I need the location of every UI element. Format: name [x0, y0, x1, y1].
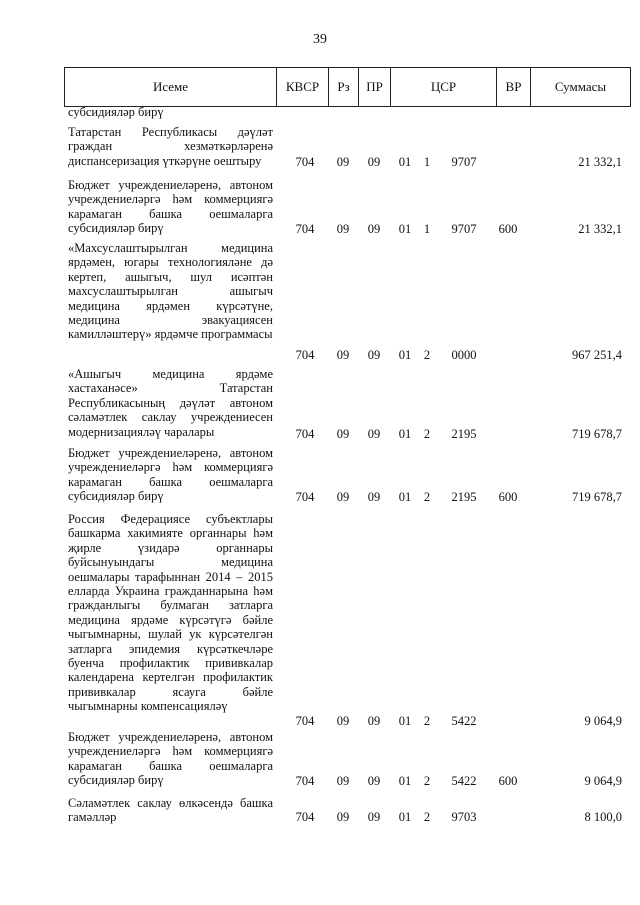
row-pr: 09: [367, 490, 381, 504]
row-csr-program: 01: [398, 714, 412, 728]
row-kvsr: 704: [295, 427, 315, 441]
row-pr: 09: [367, 810, 381, 824]
row-csr-code: 2195: [451, 490, 477, 504]
row-rz: 09: [336, 222, 350, 236]
row-csr-program: 01: [398, 810, 412, 824]
row-rz: 09: [336, 155, 350, 169]
row-csr-subprogram: 2: [423, 490, 431, 504]
row-csr-code: 9707: [451, 222, 477, 236]
row-csr-subprogram: 2: [423, 810, 431, 824]
row-kvsr: 704: [295, 490, 315, 504]
row-csr-program: 01: [398, 427, 412, 441]
row-csr-code: 9703: [451, 810, 477, 824]
row-sum: 21 332,1: [578, 155, 622, 169]
row-sum: 967 251,4: [572, 348, 622, 362]
row-vr: 600: [498, 222, 518, 236]
row-sum: 21 332,1: [578, 222, 622, 236]
row-kvsr: 704: [295, 222, 315, 236]
row-kvsr: 704: [295, 774, 315, 788]
row-csr-subprogram: 2: [423, 774, 431, 788]
row-csr-program: 01: [398, 774, 412, 788]
row-name: Россия Федерациясе субъектлары башкарма хакимияте органнары һәм җирле үзидарә органнары буйсынуындагы медицина оешмалары тарафыннан 2014 – 2015 елларда Украина гражданнарына һәм гражданлыгы булмаган затларга медицина ярдәме күрсәтүгә бәйле чыгымнарны, шулай ук күрсәтелгән затларга эпидемия күрсәткечләре буенча профилактик прививкалар календарена кертелгән профилактик прививкалар ясауга бәйле чыгымнарны компенсацияләү: [68, 512, 273, 714]
row-pr: 09: [367, 348, 381, 362]
row-name: «Ашыгыч медицина ярдәме хастаханәсе» Татарстан Республикасының дәүләт автоном сәламәтлек саклау учреждениесен модернизацияләү чаралары: [68, 367, 273, 439]
row-rz: 09: [336, 774, 350, 788]
row-rz: 09: [336, 490, 350, 504]
row-kvsr: 704: [295, 714, 315, 728]
row-name: Татарстан Республикасы дәүләт граждан хезмәткәрләренә диспансеризация үткәрүне оештыру: [68, 125, 273, 168]
row-sum: 9 064,9: [584, 714, 622, 728]
row-csr-subprogram: 1: [423, 155, 431, 169]
row-csr-code: 5422: [451, 774, 477, 788]
row-csr-program: 01: [398, 348, 412, 362]
table-header: [64, 67, 631, 107]
row-pr: 09: [367, 222, 381, 236]
row-csr-program: 01: [398, 222, 412, 236]
row-sum: 719 678,7: [572, 427, 622, 441]
row-pr: 09: [367, 155, 381, 169]
row-vr: 600: [498, 490, 518, 504]
row-csr-code: 9707: [451, 155, 477, 169]
row-csr-program: 01: [398, 490, 412, 504]
row-name: «Махсуслаштырылган медицина ярдәмен, югары технологияләне дә кертеп, ашыгыч, шул исәптән махсуслаштырылган ашыгыч медицина ярдәмен күрсәтүне, медицина эвакуациясен камилләштерү» ярдәмче программасы: [68, 241, 273, 342]
row-sum: 9 064,9: [584, 774, 622, 788]
row-pr: 09: [367, 714, 381, 728]
row-pr: 09: [367, 774, 381, 788]
header-pr: ПР: [358, 68, 390, 106]
row-name: Сәламәтлек саклау өлкәсендә башка гамәлләр: [68, 796, 273, 825]
row-name: Бюджет учреждениеләренә, автоном учреждениеләргә һәм коммерциягә карамаган башка оешмаларга субсидияләр бирү: [68, 730, 273, 788]
row-name: субсидияләр бирү: [68, 105, 164, 119]
row-csr-subprogram: 2: [423, 348, 431, 362]
row-rz: 09: [336, 810, 350, 824]
row-csr-code: 0000: [451, 348, 477, 362]
row-csr-code: 5422: [451, 714, 477, 728]
row-sum: 719 678,7: [572, 490, 622, 504]
row-kvsr: 704: [295, 348, 315, 362]
row-csr-subprogram: 2: [423, 714, 431, 728]
row-rz: 09: [336, 348, 350, 362]
row-csr-subprogram: 2: [423, 427, 431, 441]
header-name: Исеме: [64, 68, 276, 106]
page-number: 39: [313, 32, 327, 47]
row-csr-code: 2195: [451, 427, 477, 441]
row-name: Бюджет учреждениеләренә, автоном учреждениеләргә һәм коммерциягә карамаган башка оешмаларга субсидияләр бирү: [68, 446, 273, 504]
row-pr: 09: [367, 427, 381, 441]
row-vr: 600: [498, 774, 518, 788]
row-sum: 8 100,0: [584, 810, 622, 824]
row-rz: 09: [336, 427, 350, 441]
header-sum: Суммасы: [530, 68, 631, 106]
row-kvsr: 704: [295, 810, 315, 824]
row-rz: 09: [336, 714, 350, 728]
header-csr: ЦСР: [390, 68, 496, 106]
row-kvsr: 704: [295, 155, 315, 169]
header-rz: Рз: [328, 68, 358, 106]
row-csr-program: 01: [398, 155, 412, 169]
header-kvsr: КВСР: [276, 68, 328, 106]
row-csr-subprogram: 1: [423, 222, 431, 236]
row-name: Бюджет учреждениеләренә, автоном учреждениеләргә һәм коммерциягә карамаган башка оешмаларга субсидияләр бирү: [68, 178, 273, 236]
header-vr: ВР: [496, 68, 530, 106]
